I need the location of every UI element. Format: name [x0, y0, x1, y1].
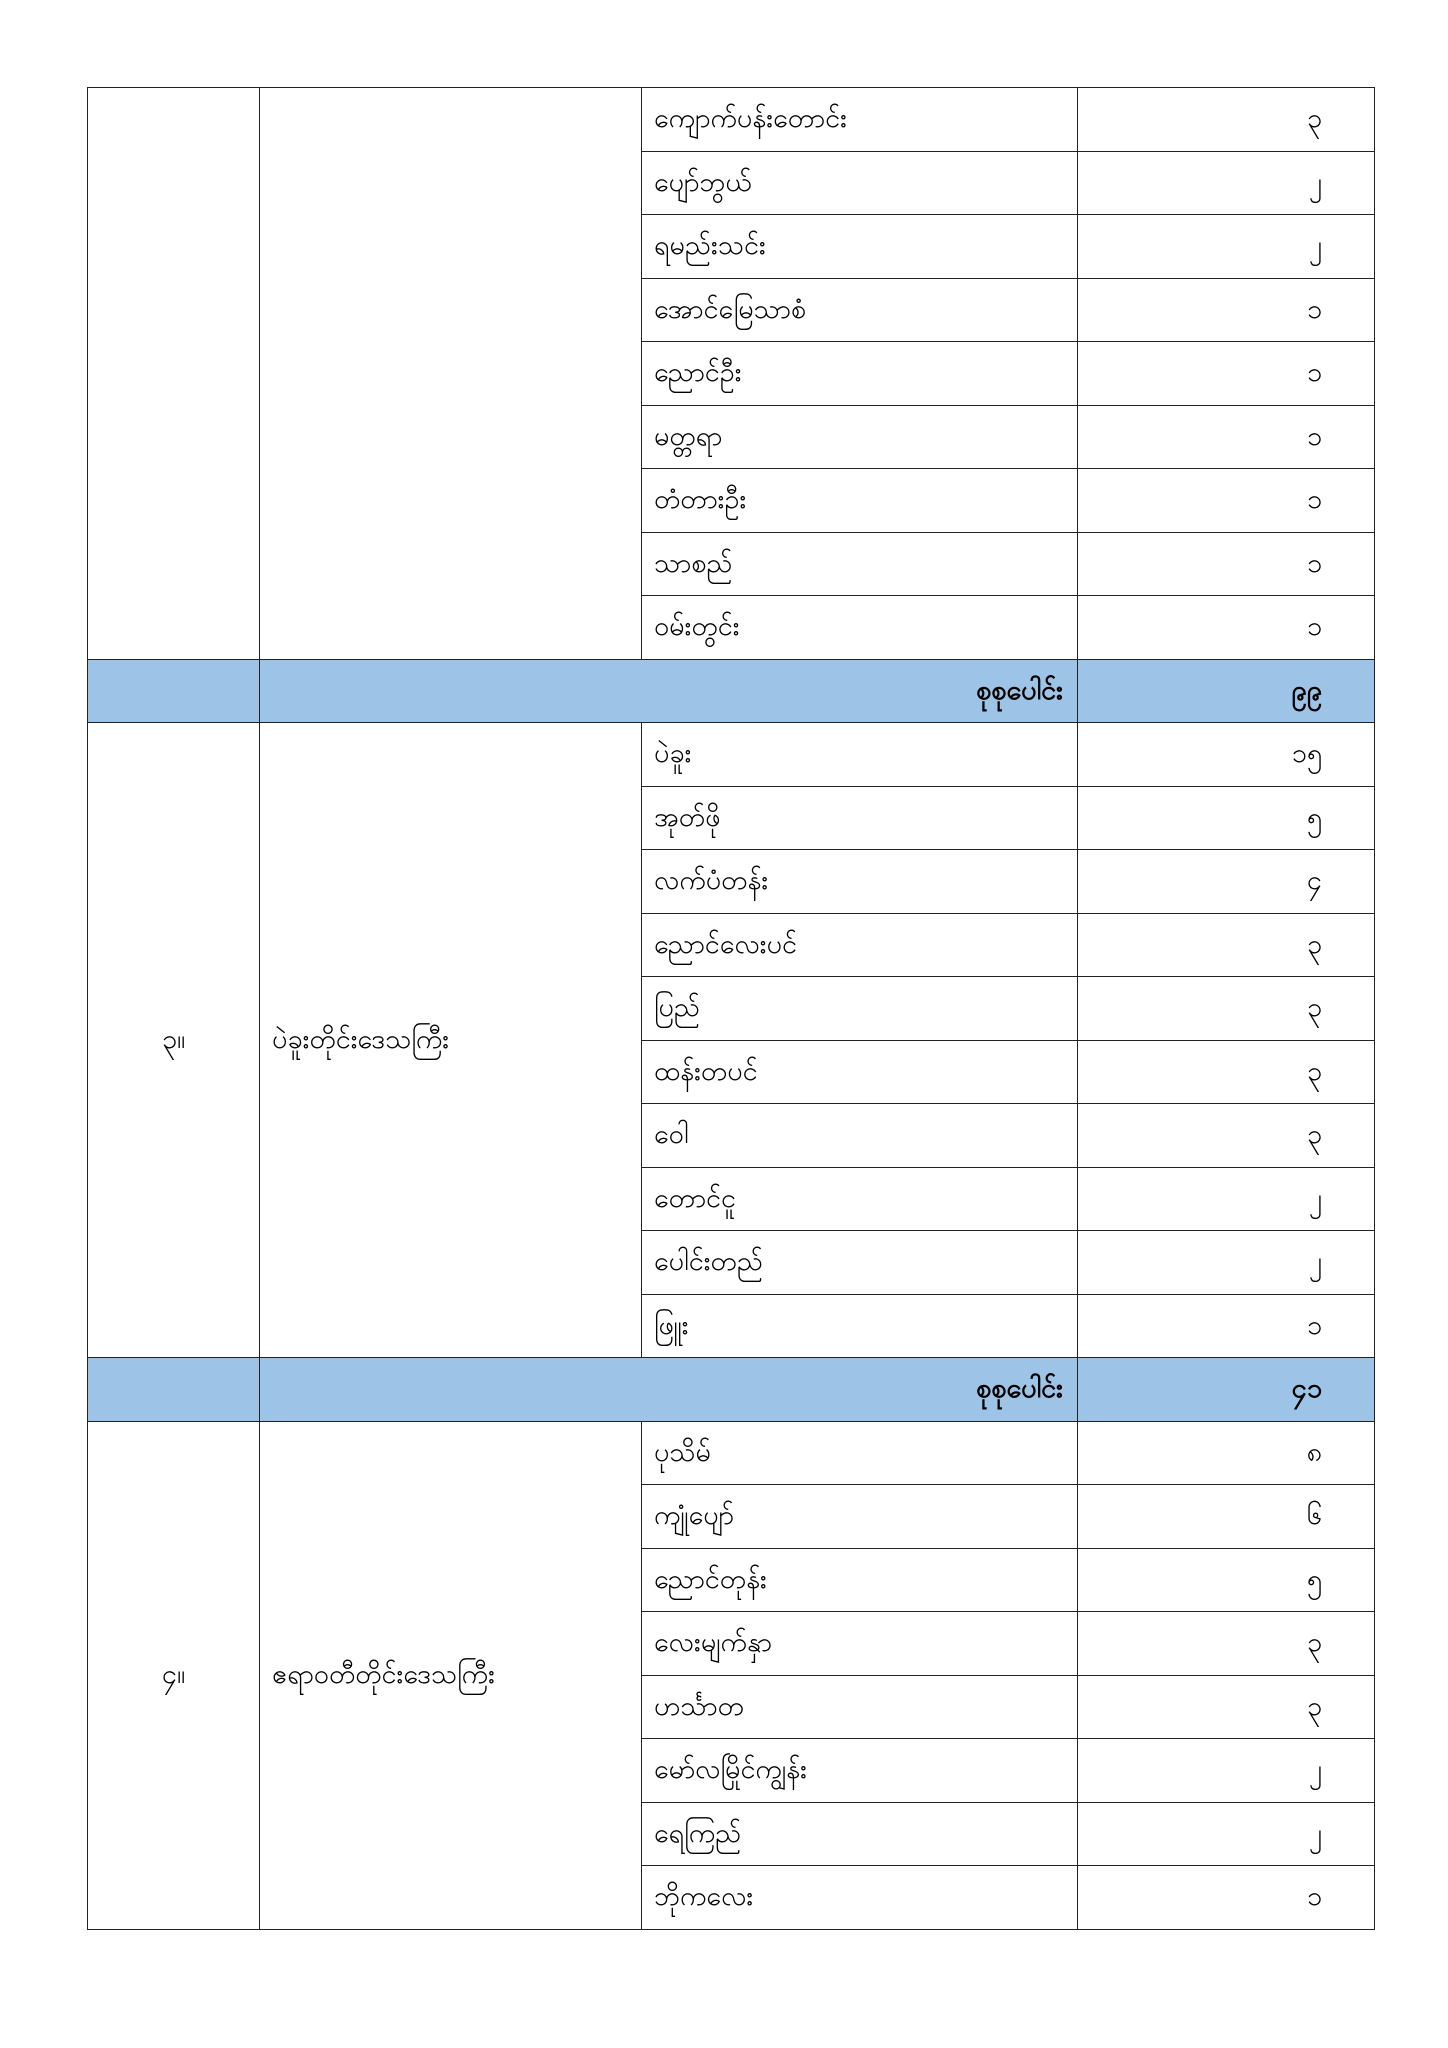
township-count: ၄ — [1078, 850, 1375, 914]
township-name: ညောင်တုန်း — [642, 1548, 1078, 1612]
township-name: မတ္တရာ — [642, 405, 1078, 469]
township-name: လေးမျက်နှာ — [642, 1612, 1078, 1676]
township-name: ညောင်လေးပင် — [642, 913, 1078, 977]
region-number: ၄။ — [88, 1421, 260, 1929]
township-name: ကျောက်ပန်းတောင်း — [642, 88, 1078, 152]
total-blank-cell — [88, 659, 260, 723]
township-count: ၁၅ — [1078, 723, 1375, 787]
region-name: ဧရာဝတီတိုင်းဒေသကြီး — [260, 1421, 642, 1929]
township-name: ရေကြည် — [642, 1802, 1078, 1866]
total-row — [88, 659, 1375, 723]
township-name: ဘိုကလေး — [642, 1866, 1078, 1930]
township-name: သာစည် — [642, 532, 1078, 596]
total-label: စုစုပေါင်း — [260, 659, 1078, 723]
table-row — [88, 88, 1375, 152]
township-count: ၃ — [1078, 977, 1375, 1041]
township-count: ၃ — [1078, 913, 1375, 977]
total-value: ၄၁ — [1078, 1358, 1375, 1422]
township-count: ၁ — [1078, 405, 1375, 469]
township-name: ဝေါ — [642, 1104, 1078, 1168]
region-number: ၃။ — [88, 723, 260, 1358]
township-name: ပြည် — [642, 977, 1078, 1041]
township-name: ညောင်ဦး — [642, 342, 1078, 406]
township-count: ၃ — [1078, 1040, 1375, 1104]
region-number — [88, 88, 260, 660]
township-count: ၂ — [1078, 1802, 1375, 1866]
township-count: ၆ — [1078, 1485, 1375, 1549]
township-name: လက်ပံတန်း — [642, 850, 1078, 914]
township-count: ၃ — [1078, 1612, 1375, 1676]
townships-table — [87, 87, 1375, 1930]
township-name: ထန်းတပင် — [642, 1040, 1078, 1104]
township-name: အုတ်ဖို — [642, 786, 1078, 850]
total-label: စုစုပေါင်း — [260, 1358, 1078, 1422]
township-name: ရမည်းသင်း — [642, 215, 1078, 279]
total-row — [88, 1358, 1375, 1422]
township-count: ၅ — [1078, 1548, 1375, 1612]
region-name: ပဲခူးတိုင်းဒေသကြီး — [260, 723, 642, 1358]
township-count: ၁ — [1078, 1866, 1375, 1930]
township-name: ဖြူး — [642, 1294, 1078, 1358]
township-count: ၁ — [1078, 532, 1375, 596]
township-count: ၂ — [1078, 215, 1375, 279]
township-count: ၁ — [1078, 596, 1375, 660]
township-count: ၃ — [1078, 88, 1375, 152]
township-count: ၂ — [1078, 1231, 1375, 1295]
township-name: အောင်မြေသာစံ — [642, 278, 1078, 342]
table-row — [88, 1421, 1375, 1485]
total-blank-cell — [88, 1358, 260, 1422]
township-name: ပျော်ဘွယ် — [642, 151, 1078, 215]
region-name — [260, 88, 642, 660]
township-name: ဟင်္သာတ — [642, 1675, 1078, 1739]
township-name: ပုသိမ် — [642, 1421, 1078, 1485]
township-count: ၅ — [1078, 786, 1375, 850]
township-count: ၈ — [1078, 1421, 1375, 1485]
township-name: ကျုံပျော် — [642, 1485, 1078, 1549]
township-count: ၃ — [1078, 1675, 1375, 1739]
township-count: ၁ — [1078, 1294, 1375, 1358]
table-row — [88, 723, 1375, 787]
township-name: ပဲခူး — [642, 723, 1078, 787]
township-count: ၂ — [1078, 1167, 1375, 1231]
township-count: ၁ — [1078, 342, 1375, 406]
township-name: ဝမ်းတွင်း — [642, 596, 1078, 660]
township-name: တံတားဦး — [642, 469, 1078, 533]
total-value: ၉၉ — [1078, 659, 1375, 723]
township-name: တောင်ငူ — [642, 1167, 1078, 1231]
township-count: ၁ — [1078, 469, 1375, 533]
township-count: ၂ — [1078, 1739, 1375, 1803]
township-name: မော်လမြိုင်ကျွန်း — [642, 1739, 1078, 1803]
township-count: ၃ — [1078, 1104, 1375, 1168]
township-count: ၂ — [1078, 151, 1375, 215]
table-body — [88, 88, 1375, 1930]
township-name: ပေါင်းတည် — [642, 1231, 1078, 1295]
township-count: ၁ — [1078, 278, 1375, 342]
